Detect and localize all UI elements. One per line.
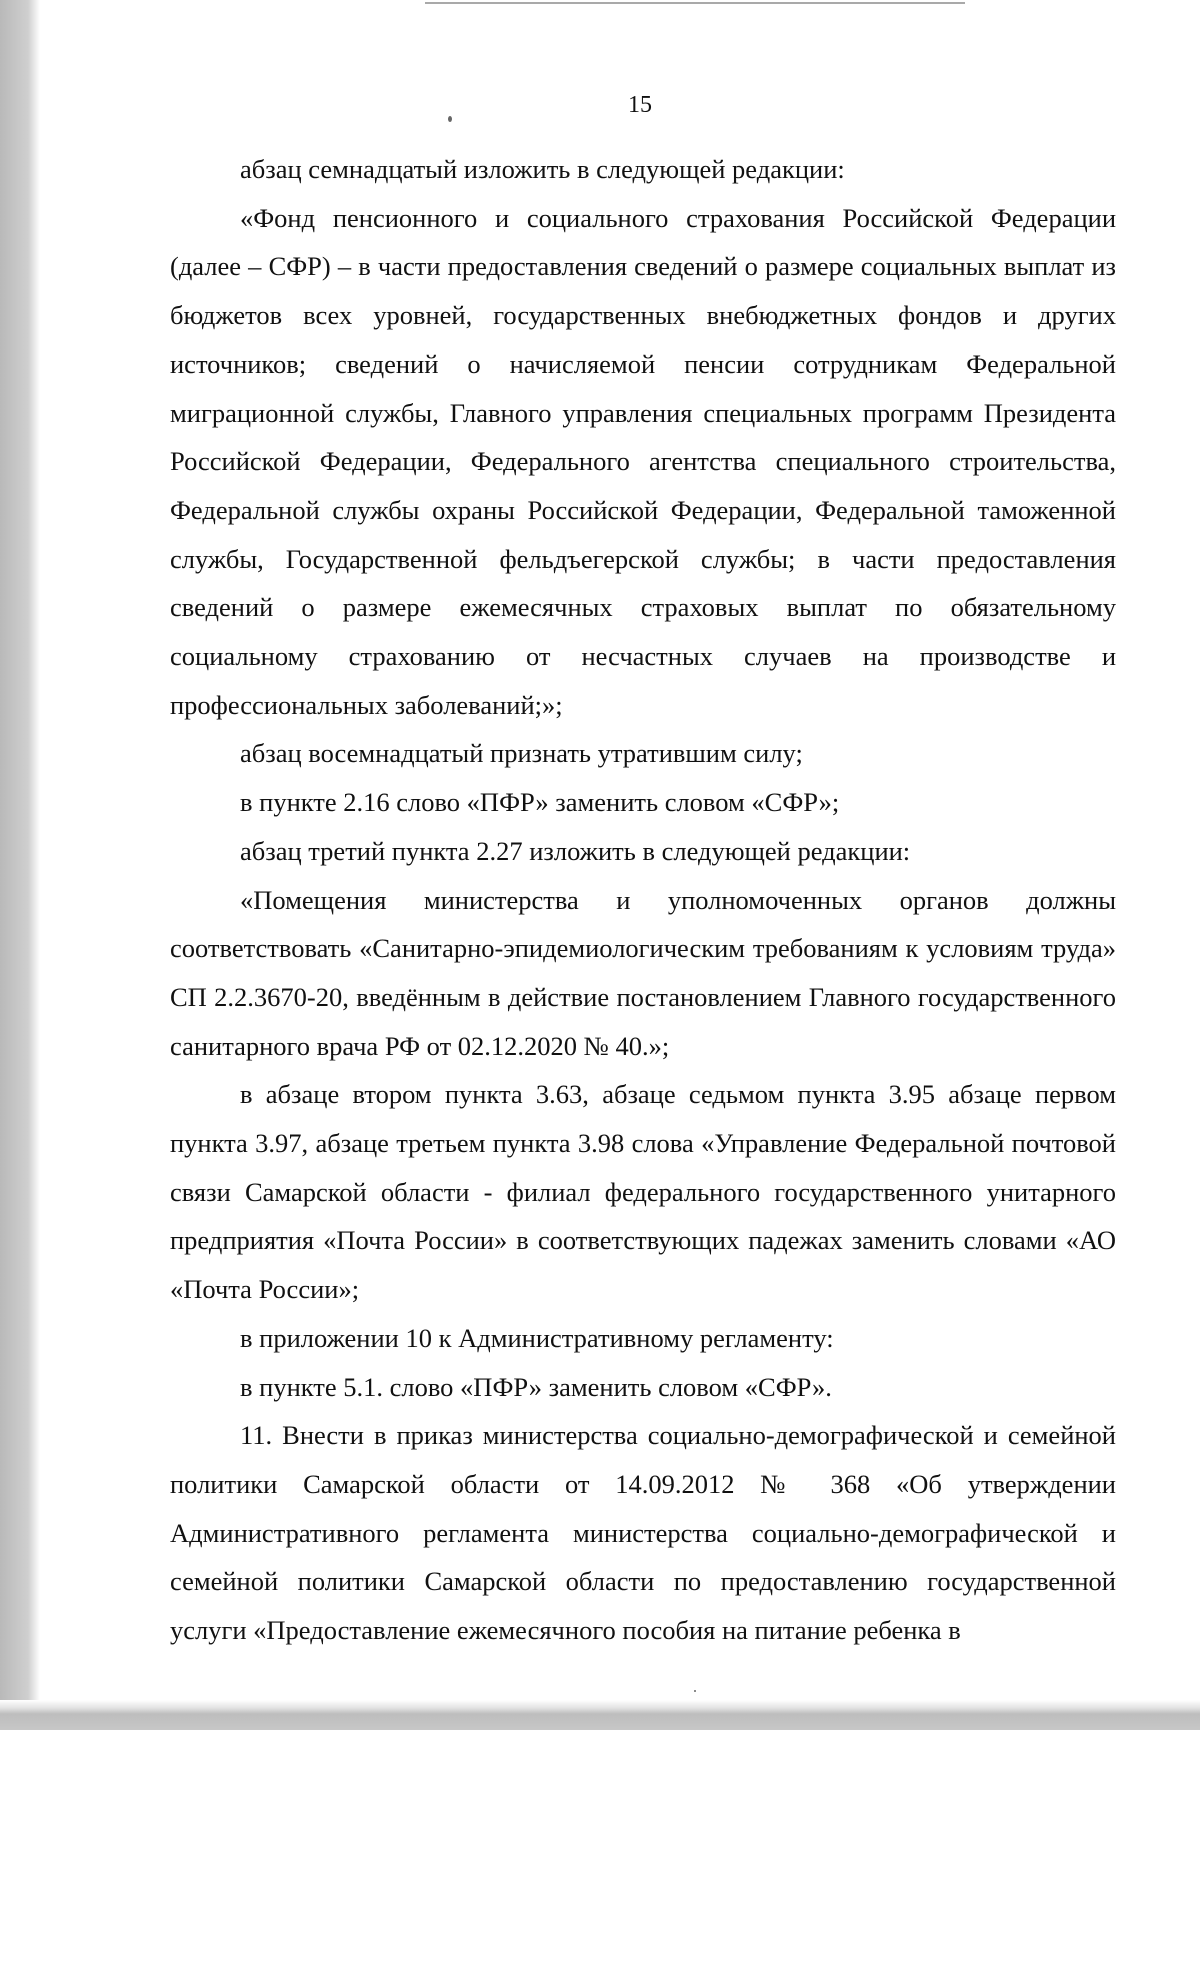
document-body [170,145,1116,1655]
paragraph: в абзаце втором пункта 3.63, абзаце седьмом пункта 3.95 абзаце первом пункта 3.97, абзаце третьем пункта 3.98 слова «Управление Федеральной почтовой связи Самарской области - филиал федерального государственного унитарного предприятия «Почта России» в соответствующих падежах заменить словами «АО «Почта России»; [170,1079,1116,1305]
scan-bottom-shadow [0,1700,1200,1730]
paragraph: в приложении 10 к Административному регламенту: [240,1322,834,1353]
paragraph: в пункте 5.1. слово «ПФР» заменить словом «СФР». [240,1371,832,1402]
scan-top-edge-line [425,2,965,4]
paragraph: «Фонд пенсионного и социального страхования Российской Федерации (далее – СФР) – в части предоставления сведений о размере социальных выплат из бюджетов всех уровней, государственных внебюджетных фондов и других источников; сведений о начисляемой пенсии сотрудникам Федеральной миграционной службы, Главного управления специальных программ Президента Российской Федерации, Федерального агентства специального строительства, Федеральной службы охраны Российской Федерации, Федеральной таможенной службы, Государственной фельдъегерской службы; в части предоставления сведений о размере ежемесячных страховых выплат по обязательному социальному страхованию от несчастных случаев на производстве и профессиональных заболеваний;»; [170,202,1116,720]
paragraph: «Помещения министерства и уполномоченных органов должны соответствовать «Санитарно-эпидемиологическим требованиям к условиям труда» СП 2.2.3670-20, введённым в действие постановлением Главного государственного санитарного врача РФ от 02.12.2020 № 40.»; [170,884,1116,1061]
paragraph: в пункте 2.16 слово «ПФР» заменить словом «СФР»; [240,787,840,818]
scan-speck [694,1690,696,1692]
scan-left-shadow [0,0,40,1730]
paragraph: абзац семнадцатый изложить в следующей редакции: [240,154,845,184]
paragraph: 11. Внести в приказ министерства социально-демографической и семейной политики Самарской области от 14.09.2012 № 368 «Об утверждении Административного регламента министерства социально-демографической и семейной политики Самарской области по предоставлению государственной услуги «Предоставление ежемесячного пособия на питание ребенка в [170,1420,1116,1646]
paragraph: абзац третий пункта 2.27 изложить в следующей редакции: [240,835,911,866]
scan-speck [448,116,452,122]
paragraph: абзац восемнадцатый признать утратившим силу; [240,738,803,769]
page-number: 15 [628,92,652,118]
